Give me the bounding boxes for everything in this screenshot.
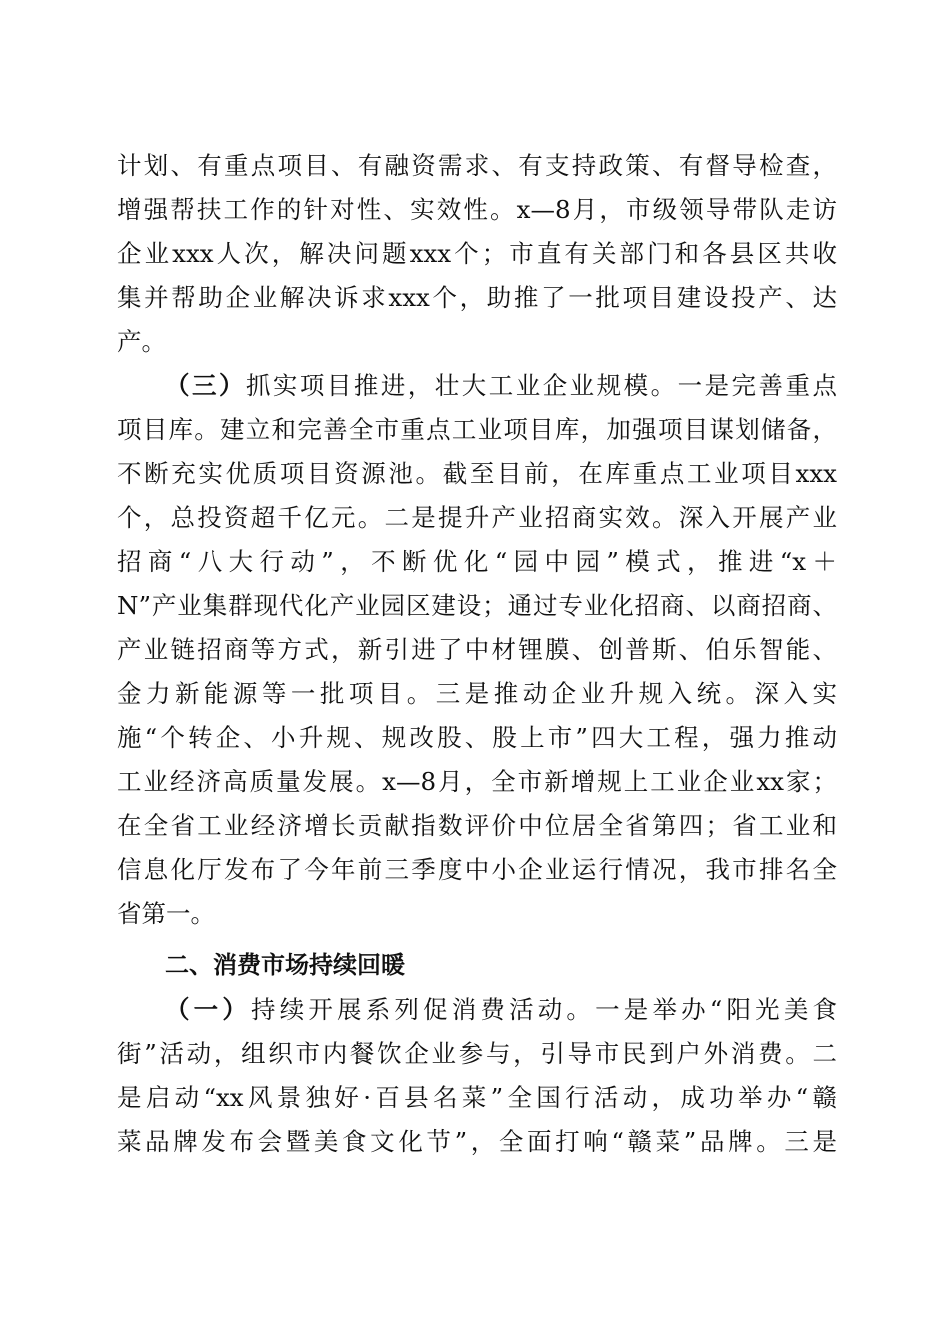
text-line: 个，总投资超千亿元。二是提升产业招商实效。深入开展产业: [117, 503, 837, 532]
text-line: 产。: [117, 327, 166, 356]
text-line: 不断充实优质项目资源池。截至目前，在库重点工业项目xxx: [117, 459, 837, 488]
text-line: N”产业集群现代化产业园区建设；通过专业化招商、以商招商、: [117, 591, 837, 620]
text-line: 菜品牌发布会暨美食文化节”，全面打响“赣菜”品牌。三是: [117, 1127, 837, 1156]
text-line: 省第一。: [117, 899, 215, 928]
text-line: 企业xxx人次，解决问题xxx个；市直有关部门和各县区共收: [117, 239, 837, 268]
text-line: 在全省工业经济增长贡献指数评价中位居全省第四；省工业和: [117, 811, 837, 840]
section-1-first-line-text: 持续开展系列促消费活动。一是举办“阳光美食: [251, 995, 838, 1024]
section-3-first-line: [165, 364, 837, 408]
section-1-first-line: [165, 988, 837, 1032]
text-line: 信息化厅发布了今年前三季度中小企业运行情况，我市排名全: [117, 855, 837, 884]
text-line: 产业链招商等方式，新引进了中材锂膜、创普斯、伯乐智能、: [117, 635, 837, 664]
text-line: 施“个转企、小升规、规改股、股上市”四大工程，强力推动: [117, 723, 837, 752]
text-line: 集并帮助企业解决诉求xxx个，助推了一批项目建设投产、达: [117, 283, 837, 312]
section-heading: 二、消费市场持续回暖: [165, 951, 405, 979]
text-line: 招商“八大行动”，不断优化“园中园”模式，推进“x＋: [117, 547, 837, 576]
section-3-first-line-text: 抓实项目推进，壮大工业企业规模。一是完善重点: [245, 371, 837, 400]
text-line: 增强帮扶工作的针对性、实效性。x—8月，市级领导带队走访: [117, 195, 837, 224]
section-3-label: （三）: [165, 371, 246, 400]
text-line: 金力新能源等一批项目。三是推动企业升规入统。深入实: [117, 679, 837, 708]
text-line: 计划、有重点项目、有融资需求、有支持政策、有督导检查，: [117, 151, 837, 180]
text-line: 是启动“xx风景独好·百县名菜”全国行活动，成功举办“赣: [117, 1083, 837, 1112]
text-line: 工业经济高质量发展。x—8月，全市新增规上工业企业xx家；: [117, 767, 837, 796]
text-line: 街”活动，组织市内餐饮企业参与，引导市民到户外消费。二: [117, 1039, 837, 1068]
section-1-label: （一）: [165, 995, 252, 1024]
text-line: 项目库。建立和完善全市重点工业项目库，加强项目谋划储备，: [117, 415, 837, 444]
